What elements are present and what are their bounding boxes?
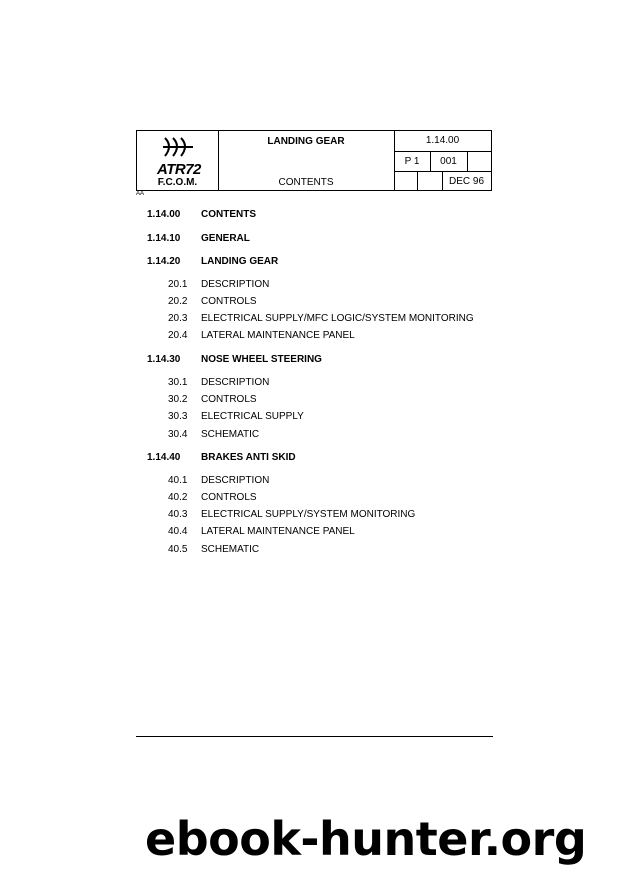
toc-title: LANDING GEAR: [201, 256, 279, 267]
toc-subnumber: 40.1: [168, 475, 188, 486]
sequence-number: 001: [440, 156, 457, 167]
fcom-label: F.C.O.M.: [157, 177, 198, 188]
title-cell: [218, 131, 395, 190]
toc-title: CONTENTS: [201, 209, 256, 220]
toc-subtitle: LATERAL MAINTENANCE PANEL: [201, 330, 355, 341]
toc-subnumber: 30.4: [168, 429, 188, 440]
small-mark: AA: [136, 191, 145, 197]
grid-line: [394, 151, 491, 152]
toc-subtitle: LATERAL MAINTENANCE PANEL: [201, 526, 355, 537]
toc-subtitle: ELECTRICAL SUPPLY/MFC LOGIC/SYSTEM MONITORING: [201, 313, 474, 324]
toc-title: NOSE WHEEL STEERING: [201, 354, 322, 365]
toc-subtitle: ELECTRICAL SUPPLY/SYSTEM MONITORING: [201, 509, 416, 520]
toc-subnumber: 20.2: [168, 296, 188, 307]
toc-subtitle: SCHEMATIC: [201, 429, 260, 440]
grid-line: [467, 151, 468, 171]
toc-subtitle: CONTROLS: [201, 296, 257, 307]
toc-subtitle: DESCRIPTION: [201, 279, 270, 290]
toc-subtitle: ELECTRICAL SUPPLY: [201, 411, 304, 422]
revision-date: DEC 96: [448, 176, 484, 187]
document-header: [136, 130, 492, 191]
watermark-text: ebook-hunter.org: [145, 812, 587, 866]
toc-subnumber: 40.4: [168, 526, 188, 537]
section-number: 1.14.00: [425, 135, 460, 146]
grid-line: [417, 171, 418, 190]
toc-subnumber: 40.2: [168, 492, 188, 503]
toc-number: 1.14.00: [147, 209, 181, 220]
toc-subnumber: 30.3: [168, 411, 188, 422]
toc-number: 1.14.20: [147, 256, 181, 267]
toc-subnumber: 20.1: [168, 279, 188, 290]
toc-subnumber: 40.3: [168, 509, 188, 520]
page-number: P 1: [404, 156, 420, 167]
toc-title: GENERAL: [201, 233, 250, 244]
footer-rule: [136, 736, 493, 737]
toc-subnumber: 20.4: [168, 330, 188, 341]
toc-subnumber: 30.2: [168, 394, 188, 405]
toc-subtitle: CONTROLS: [201, 394, 257, 405]
toc-number: 1.14.30: [147, 354, 181, 365]
toc-title: BRAKES ANTI SKID: [201, 452, 296, 463]
toc-subtitle: DESCRIPTION: [201, 475, 270, 486]
toc-subnumber: 20.3: [168, 313, 188, 324]
toc-number: 1.14.10: [147, 233, 181, 244]
toc-subtitle: DESCRIPTION: [201, 377, 270, 388]
chapter-title: LANDING GEAR: [267, 136, 345, 147]
toc-subtitle: SCHEMATIC: [201, 544, 260, 555]
toc-subtitle: CONTROLS: [201, 492, 257, 503]
logo-text: ATR72: [157, 161, 201, 178]
section-title: CONTENTS: [278, 177, 334, 188]
toc-subnumber: 40.5: [168, 544, 188, 555]
atr-arrows-logo-icon: [161, 134, 197, 160]
toc-number: 1.14.40: [147, 452, 181, 463]
logo-cell: [137, 131, 219, 190]
toc-subnumber: 30.1: [168, 377, 188, 388]
